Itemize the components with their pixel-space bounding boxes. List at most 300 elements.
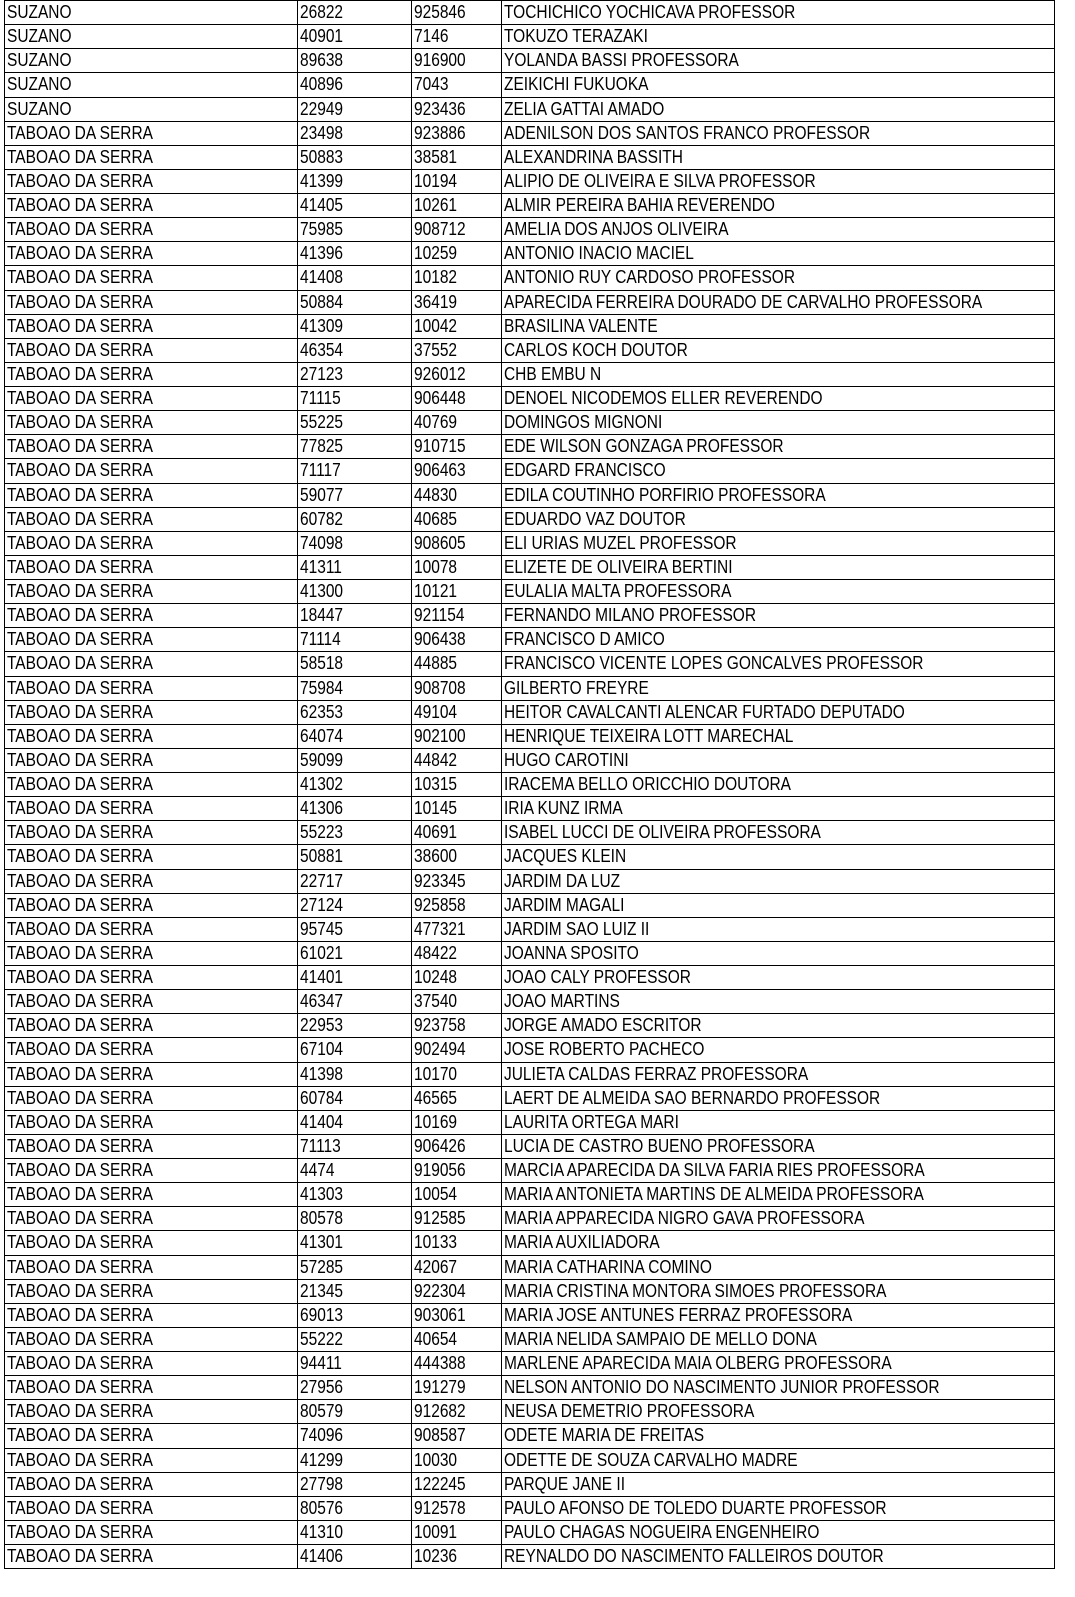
school-name-text: MARIA CRISTINA MONTORA SIMOES PROFESSORA (504, 1280, 887, 1301)
cie-text: 10169 (414, 1111, 458, 1132)
table-row (5, 1014, 1055, 1038)
code-cell (298, 1472, 412, 1496)
school-name-text: JACQUES KLEIN (504, 846, 627, 867)
municipality-text: TABOAO DA SERRA (7, 1328, 153, 1349)
municipality-text: TABOAO DA SERRA (7, 1497, 153, 1518)
municipality-cell (5, 724, 298, 748)
municipality-text: TABOAO DA SERRA (7, 1256, 153, 1277)
code-text: 27798 (300, 1473, 344, 1494)
school-name-cell (502, 387, 1055, 411)
code-cell (298, 194, 412, 218)
municipality-cell (5, 314, 298, 338)
cie-text: 902494 (414, 1039, 466, 1060)
school-name-cell (502, 652, 1055, 676)
school-name-cell (502, 1255, 1055, 1279)
cie-text: 10194 (414, 170, 458, 191)
code-cell (298, 338, 412, 362)
school-name-text: MARIA AUXILIADORA (504, 1232, 660, 1253)
municipality-text: TABOAO DA SERRA (7, 918, 153, 939)
cie-text: 10236 (414, 1546, 458, 1567)
cie-text: 38581 (414, 146, 458, 167)
cie-cell (412, 869, 502, 893)
school-name-text: JULIETA CALDAS FERRAZ PROFESSORA (504, 1063, 809, 1084)
cie-text: 191279 (414, 1377, 466, 1398)
school-name-cell (502, 1183, 1055, 1207)
code-cell (298, 387, 412, 411)
cie-text: 10315 (414, 774, 458, 795)
school-name-text: ODETTE DE SOUZA CARVALHO MADRE (504, 1449, 798, 1470)
school-name-text: ZELIA GATTAI AMADO (504, 98, 665, 119)
municipality-cell (5, 941, 298, 965)
school-name-text: JOANNA SPOSITO (504, 942, 639, 963)
cie-cell (412, 121, 502, 145)
school-name-cell (502, 121, 1055, 145)
code-text: 59077 (300, 484, 344, 505)
table-row (5, 1183, 1055, 1207)
municipality-text: TABOAO DA SERRA (7, 967, 153, 988)
code-cell (298, 290, 412, 314)
municipality-cell (5, 1255, 298, 1279)
cie-cell (412, 1038, 502, 1062)
school-name-cell (502, 459, 1055, 483)
cie-text: 10170 (414, 1063, 458, 1084)
cie-text: 10042 (414, 315, 458, 336)
municipality-cell (5, 1062, 298, 1086)
school-name-cell (502, 1400, 1055, 1424)
code-text: 41309 (300, 315, 344, 336)
municipality-cell (5, 1183, 298, 1207)
cie-cell (412, 1496, 502, 1520)
code-text: 71117 (300, 460, 341, 481)
school-name-text: ELIZETE DE OLIVEIRA BERTINI (504, 556, 733, 577)
school-name-cell (502, 1448, 1055, 1472)
municipality-text: TABOAO DA SERRA (7, 581, 153, 602)
school-name-text: PAULO CHAGAS NOGUEIRA ENGENHEIRO (504, 1521, 820, 1542)
school-name-cell (502, 338, 1055, 362)
municipality-cell (5, 73, 298, 97)
cie-text: 10133 (414, 1232, 458, 1253)
cie-text: 906463 (414, 460, 466, 481)
table-row (5, 1062, 1055, 1086)
municipality-text: TABOAO DA SERRA (7, 1160, 153, 1181)
table-row (5, 314, 1055, 338)
municipality-text: TABOAO DA SERRA (7, 1184, 153, 1205)
code-cell (298, 1279, 412, 1303)
school-name-text: DENOEL NICODEMOS ELLER REVERENDO (504, 388, 823, 409)
cie-text: 906448 (414, 388, 466, 409)
municipality-cell (5, 1231, 298, 1255)
municipality-cell (5, 1424, 298, 1448)
municipality-text: SUZANO (7, 50, 72, 71)
cie-cell (412, 49, 502, 73)
school-name-text: FRANCISCO D AMICO (504, 629, 665, 650)
code-text: 41398 (300, 1063, 344, 1084)
table-row (5, 507, 1055, 531)
municipality-cell (5, 676, 298, 700)
cie-text: 42067 (414, 1256, 458, 1277)
municipality-cell (5, 652, 298, 676)
table-row (5, 1472, 1055, 1496)
cie-cell (412, 1110, 502, 1134)
code-text: 41303 (300, 1184, 344, 1205)
school-list-document (4, 0, 1054, 1569)
municipality-cell (5, 1400, 298, 1424)
table-row (5, 25, 1055, 49)
municipality-cell (5, 266, 298, 290)
cie-text: 908712 (414, 219, 466, 240)
municipality-cell (5, 1038, 298, 1062)
cie-text: 923886 (414, 122, 466, 143)
municipality-cell (5, 869, 298, 893)
table-row (5, 1496, 1055, 1520)
school-name-text: JARDIM DA LUZ (504, 870, 621, 891)
school-name-text: MARIA NELIDA SAMPAIO DE MELLO DONA (504, 1328, 817, 1349)
municipality-cell (5, 580, 298, 604)
table-row (5, 73, 1055, 97)
school-name-cell (502, 1520, 1055, 1544)
municipality-text: TABOAO DA SERRA (7, 1063, 153, 1084)
school-name-cell (502, 1376, 1055, 1400)
municipality-cell (5, 531, 298, 555)
school-name-text: ALMIR PEREIRA BAHIA REVERENDO (504, 195, 775, 216)
cie-text: 10030 (414, 1449, 458, 1470)
code-cell (298, 555, 412, 579)
municipality-text: TABOAO DA SERRA (7, 146, 153, 167)
cie-text: 44885 (414, 653, 458, 674)
code-cell (298, 1376, 412, 1400)
cie-cell (412, 145, 502, 169)
school-name-text: IRACEMA BELLO ORICCHIO DOUTORA (504, 774, 792, 795)
table-row (5, 97, 1055, 121)
table-row (5, 652, 1055, 676)
municipality-cell (5, 145, 298, 169)
table-row (5, 411, 1055, 435)
table-row (5, 1424, 1055, 1448)
code-cell (298, 893, 412, 917)
table-row (5, 435, 1055, 459)
school-name-text: EULALIA MALTA PROFESSORA (504, 581, 732, 602)
code-text: 22717 (300, 870, 344, 891)
code-text: 41310 (300, 1521, 344, 1542)
cie-cell (412, 25, 502, 49)
table-row (5, 628, 1055, 652)
code-text: 57285 (300, 1256, 344, 1277)
school-name-text: ANTONIO INACIO MACIEL (504, 243, 694, 264)
cie-cell (412, 555, 502, 579)
code-cell (298, 1231, 412, 1255)
school-name-cell (502, 483, 1055, 507)
municipality-text: TABOAO DA SERRA (7, 798, 153, 819)
table-row (5, 1352, 1055, 1376)
municipality-cell (5, 290, 298, 314)
code-text: 41301 (300, 1232, 344, 1253)
municipality-text: TABOAO DA SERRA (7, 1521, 153, 1542)
school-name-cell (502, 1496, 1055, 1520)
school-name-cell (502, 25, 1055, 49)
municipality-text: TABOAO DA SERRA (7, 991, 153, 1012)
code-cell (298, 1062, 412, 1086)
municipality-text: TABOAO DA SERRA (7, 532, 153, 553)
code-text: 41399 (300, 170, 344, 191)
municipality-cell (5, 218, 298, 242)
municipality-text: TABOAO DA SERRA (7, 1232, 153, 1253)
school-name-cell (502, 290, 1055, 314)
municipality-cell (5, 1207, 298, 1231)
table-row (5, 1255, 1055, 1279)
school-name-cell (502, 1545, 1055, 1569)
cie-cell (412, 435, 502, 459)
municipality-text: TABOAO DA SERRA (7, 1425, 153, 1446)
municipality-text: TABOAO DA SERRA (7, 1473, 153, 1494)
municipality-cell (5, 990, 298, 1014)
code-text: 41408 (300, 267, 344, 288)
table-row (5, 1376, 1055, 1400)
code-cell (298, 1520, 412, 1544)
school-name-text: PARQUE JANE II (504, 1473, 626, 1494)
school-name-text: EDE WILSON GONZAGA PROFESSOR (504, 436, 784, 457)
school-name-text: APARECIDA FERREIRA DOURADO DE CARVALHO PROFESSORA (504, 291, 983, 312)
school-name-cell (502, 676, 1055, 700)
school-name-text: PAULO AFONSO DE TOLEDO DUARTE PROFESSOR (504, 1497, 887, 1518)
cie-text: 40685 (414, 508, 458, 529)
code-cell (298, 628, 412, 652)
municipality-cell (5, 1303, 298, 1327)
municipality-text: TABOAO DA SERRA (7, 556, 153, 577)
school-name-text: ELI URIAS MUZEL PROFESSOR (504, 532, 737, 553)
code-cell (298, 1159, 412, 1183)
school-name-text: LUCIA DE CASTRO BUENO PROFESSORA (504, 1135, 815, 1156)
school-name-cell (502, 1038, 1055, 1062)
code-cell (298, 1207, 412, 1231)
school-name-text: MARLENE APARECIDA MAIA OLBERG PROFESSORA (504, 1353, 892, 1374)
table-row (5, 555, 1055, 579)
municipality-cell (5, 604, 298, 628)
table-row (5, 1400, 1055, 1424)
school-name-text: JOSE ROBERTO PACHECO (504, 1039, 705, 1060)
table-row (5, 1303, 1055, 1327)
code-text: 71113 (300, 1135, 341, 1156)
school-name-cell (502, 242, 1055, 266)
code-text: 55225 (300, 412, 344, 433)
cie-text: 477321 (414, 918, 466, 939)
code-cell (298, 435, 412, 459)
table-row (5, 1231, 1055, 1255)
table-row (5, 1159, 1055, 1183)
cie-cell (412, 604, 502, 628)
cie-text: 40769 (414, 412, 458, 433)
cie-cell (412, 362, 502, 386)
code-text: 22949 (300, 98, 344, 119)
cie-cell (412, 1400, 502, 1424)
municipality-text: TABOAO DA SERRA (7, 1087, 153, 1108)
code-cell (298, 507, 412, 531)
municipality-text: TABOAO DA SERRA (7, 1353, 153, 1374)
school-name-text: MARIA JOSE ANTUNES FERRAZ PROFESSORA (504, 1304, 853, 1325)
municipality-cell (5, 1496, 298, 1520)
code-cell (298, 917, 412, 941)
municipality-cell (5, 507, 298, 531)
municipality-cell (5, 362, 298, 386)
municipality-text: TABOAO DA SERRA (7, 412, 153, 433)
municipality-cell (5, 169, 298, 193)
school-name-cell (502, 628, 1055, 652)
municipality-cell (5, 555, 298, 579)
code-cell (298, 1327, 412, 1351)
cie-cell (412, 242, 502, 266)
code-cell (298, 73, 412, 97)
table-row (5, 748, 1055, 772)
cie-cell (412, 531, 502, 555)
code-cell (298, 1255, 412, 1279)
code-text: 23498 (300, 122, 344, 143)
code-text: 71114 (300, 629, 341, 650)
cie-text: 40654 (414, 1328, 458, 1349)
table-row (5, 773, 1055, 797)
school-name-text: ANTONIO RUY CARDOSO PROFESSOR (504, 267, 796, 288)
code-text: 41406 (300, 1546, 344, 1567)
code-text: 75985 (300, 219, 344, 240)
municipality-text: TABOAO DA SERRA (7, 1449, 153, 1470)
school-name-cell (502, 169, 1055, 193)
code-text: 46354 (300, 339, 344, 360)
table-row (5, 387, 1055, 411)
table-row (5, 700, 1055, 724)
code-text: 18447 (300, 605, 344, 626)
code-text: 27124 (300, 894, 344, 915)
municipality-cell (5, 1376, 298, 1400)
cie-text: 10259 (414, 243, 458, 264)
cie-cell (412, 1303, 502, 1327)
table-row (5, 194, 1055, 218)
code-cell (298, 49, 412, 73)
code-text: 80579 (300, 1401, 344, 1422)
code-cell (298, 748, 412, 772)
code-cell (298, 652, 412, 676)
municipality-cell (5, 1, 298, 25)
school-name-cell (502, 218, 1055, 242)
code-text: 74096 (300, 1425, 344, 1446)
cie-cell (412, 459, 502, 483)
cie-cell (412, 917, 502, 941)
school-name-text: YOLANDA BASSI PROFESSORA (504, 50, 739, 71)
cie-text: 906438 (414, 629, 466, 650)
school-name-cell (502, 1303, 1055, 1327)
school-name-text: ALEXANDRINA BASSITH (504, 146, 683, 167)
cie-cell (412, 773, 502, 797)
cie-cell (412, 1134, 502, 1158)
municipality-cell (5, 121, 298, 145)
table-row (5, 797, 1055, 821)
school-name-text: ADENILSON DOS SANTOS FRANCO PROFESSOR (504, 122, 871, 143)
table-row (5, 218, 1055, 242)
cie-text: 923345 (414, 870, 466, 891)
school-name-cell (502, 145, 1055, 169)
table-row (5, 1038, 1055, 1062)
municipality-text: TABOAO DA SERRA (7, 195, 153, 216)
cie-text: 44830 (414, 484, 458, 505)
table-row (5, 917, 1055, 941)
code-text: 67104 (300, 1039, 344, 1060)
code-cell (298, 821, 412, 845)
municipality-text: TABOAO DA SERRA (7, 677, 153, 698)
school-name-cell (502, 1086, 1055, 1110)
municipality-text: TABOAO DA SERRA (7, 170, 153, 191)
cie-text: 923758 (414, 1015, 466, 1036)
table-row (5, 604, 1055, 628)
municipality-cell (5, 25, 298, 49)
school-name-text: HEITOR CAVALCANTI ALENCAR FURTADO DEPUTADO (504, 701, 905, 722)
cie-cell (412, 387, 502, 411)
cie-text: 10078 (414, 556, 458, 577)
school-name-text: JORGE AMADO ESCRITOR (504, 1015, 702, 1036)
municipality-text: TABOAO DA SERRA (7, 701, 153, 722)
municipality-text: TABOAO DA SERRA (7, 629, 153, 650)
table-row (5, 242, 1055, 266)
code-text: 27956 (300, 1377, 344, 1398)
municipality-cell (5, 97, 298, 121)
table-row (5, 49, 1055, 73)
school-name-cell (502, 314, 1055, 338)
cie-cell (412, 1231, 502, 1255)
cie-cell (412, 1279, 502, 1303)
municipality-text: TABOAO DA SERRA (7, 291, 153, 312)
cie-cell (412, 290, 502, 314)
school-name-cell (502, 1472, 1055, 1496)
code-text: 95745 (300, 918, 344, 939)
code-cell (298, 700, 412, 724)
code-text: 41300 (300, 581, 344, 602)
school-name-text: CHB EMBU N (504, 363, 602, 384)
table-row (5, 941, 1055, 965)
code-cell (298, 266, 412, 290)
municipality-text: TABOAO DA SERRA (7, 1039, 153, 1060)
table-row (5, 266, 1055, 290)
cie-cell (412, 941, 502, 965)
table-row (5, 1, 1055, 25)
code-text: 62353 (300, 701, 344, 722)
school-name-text: AMELIA DOS ANJOS OLIVEIRA (504, 219, 729, 240)
cie-cell (412, 652, 502, 676)
table-row (5, 580, 1055, 604)
code-cell (298, 1448, 412, 1472)
school-name-cell (502, 1, 1055, 25)
code-cell (298, 459, 412, 483)
code-cell (298, 411, 412, 435)
code-text: 40901 (300, 26, 344, 47)
cie-text: 10182 (414, 267, 458, 288)
table-row (5, 821, 1055, 845)
cie-cell (412, 1472, 502, 1496)
code-cell (298, 1400, 412, 1424)
code-text: 41302 (300, 774, 344, 795)
municipality-text: TABOAO DA SERRA (7, 436, 153, 457)
municipality-text: TABOAO DA SERRA (7, 870, 153, 891)
school-name-text: IRIA KUNZ IRMA (504, 798, 623, 819)
cie-cell (412, 314, 502, 338)
municipality-text: TABOAO DA SERRA (7, 315, 153, 336)
code-cell (298, 1303, 412, 1327)
cie-text: 919056 (414, 1160, 466, 1181)
cie-cell (412, 1086, 502, 1110)
code-cell (298, 580, 412, 604)
municipality-cell (5, 821, 298, 845)
school-name-cell (502, 917, 1055, 941)
code-cell (298, 1038, 412, 1062)
table-row (5, 1134, 1055, 1158)
code-cell (298, 483, 412, 507)
cie-cell (412, 700, 502, 724)
cie-text: 10248 (414, 967, 458, 988)
